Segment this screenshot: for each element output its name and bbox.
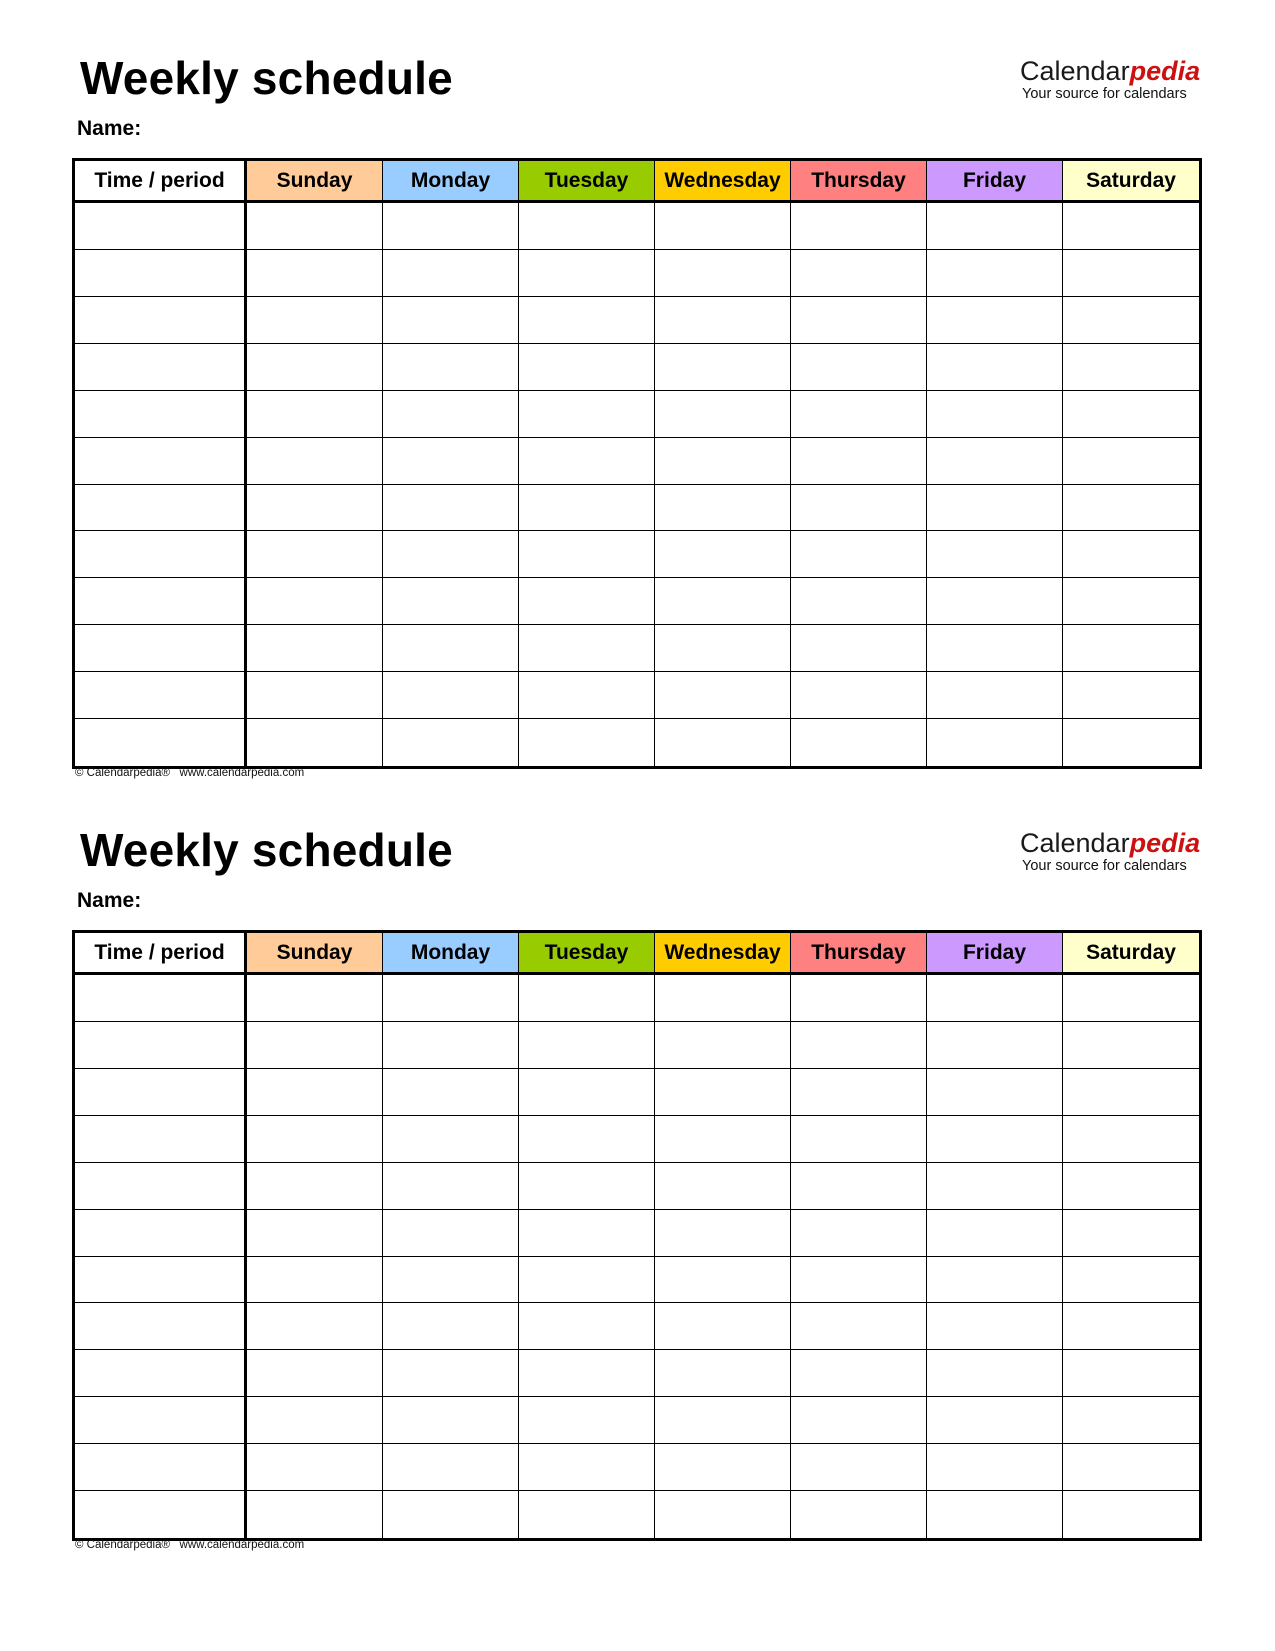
schedule-cell[interactable] [1063,625,1199,672]
schedule-cell[interactable] [383,719,519,766]
schedule-cell[interactable] [927,625,1063,672]
schedule-cell[interactable] [519,625,655,672]
name-label: Name: [77,889,142,912]
schedule-cell[interactable] [791,203,927,250]
schedule-cell[interactable] [1063,672,1199,719]
schedule-cell[interactable] [1063,485,1199,532]
schedule-cell[interactable] [519,1210,655,1257]
schedule-cell[interactable] [1063,1257,1199,1304]
header-tuesday: Tuesday [519,161,655,203]
schedule-cell[interactable] [247,1210,383,1257]
schedule-cell[interactable] [519,1116,655,1163]
schedule-cell[interactable] [791,1397,927,1444]
schedule-cell[interactable] [655,1069,791,1116]
schedule-cell[interactable] [655,391,791,438]
schedule-cell[interactable] [247,438,383,485]
time-slot-cell[interactable] [75,438,247,485]
schedule-cell[interactable] [791,1491,927,1538]
schedule-cell[interactable] [1063,1163,1199,1210]
schedule-cell[interactable] [1063,1116,1199,1163]
schedule-cell[interactable] [247,250,383,297]
schedule-cell[interactable] [247,578,383,625]
schedule-cell[interactable] [519,391,655,438]
header-thursday: Thursday [791,933,927,975]
schedule-cell[interactable] [247,1444,383,1491]
schedule-cell[interactable] [383,1163,519,1210]
schedule-cell[interactable] [655,1397,791,1444]
schedule-cell[interactable] [1063,1444,1199,1491]
schedule-cell[interactable] [791,1163,927,1210]
schedule-cell[interactable] [519,719,655,766]
schedule-cell[interactable] [791,1116,927,1163]
schedule-cell[interactable] [791,297,927,344]
schedule-cell[interactable] [1063,438,1199,485]
schedule-cell[interactable] [791,719,927,766]
schedule-cell[interactable] [927,1397,1063,1444]
schedule-cell[interactable] [927,391,1063,438]
schedule-cell[interactable] [247,1350,383,1397]
time-slot-cell[interactable] [75,1116,247,1163]
schedule-cell[interactable] [1063,1350,1199,1397]
schedule-cell[interactable] [927,578,1063,625]
header-friday: Friday [927,161,1063,203]
schedule-cell[interactable] [247,1257,383,1304]
schedule-cell[interactable] [927,438,1063,485]
time-slot-cell[interactable] [75,344,247,391]
schedule-cell[interactable] [791,485,927,532]
schedule-cell[interactable] [791,1022,927,1069]
header-monday: Monday [383,161,519,203]
header-sunday: Sunday [247,161,383,203]
schedule-cell[interactable] [383,297,519,344]
schedule-cell[interactable] [519,438,655,485]
schedule-cell[interactable] [247,297,383,344]
schedule-cell[interactable] [1063,531,1199,578]
schedule-cell[interactable] [655,1116,791,1163]
time-slot-cell[interactable] [75,1491,247,1538]
schedule-cell[interactable] [791,1350,927,1397]
schedule-cell[interactable] [519,203,655,250]
schedule-cell[interactable] [247,975,383,1022]
time-slot-cell[interactable] [75,1350,247,1397]
header-wednesday: Wednesday [655,933,791,975]
time-slot-cell[interactable] [75,1210,247,1257]
schedule-cell[interactable] [247,203,383,250]
schedule-cell[interactable] [383,1444,519,1491]
schedule-cell[interactable] [655,344,791,391]
schedule-cell[interactable] [519,250,655,297]
logo-brand-first: Calendar [1020,56,1130,86]
name-label: Name: [77,117,142,140]
schedule-cell[interactable] [655,438,791,485]
schedule-cell[interactable] [927,1257,1063,1304]
schedule-cell[interactable] [383,975,519,1022]
schedule-cell[interactable] [383,250,519,297]
time-slot-cell[interactable] [75,203,247,250]
schedule-cell[interactable] [655,1257,791,1304]
logo-tagline: Your source for calendars [1022,858,1187,874]
schedule-cell[interactable] [927,1491,1063,1538]
schedule-cell[interactable] [1063,975,1199,1022]
calendarpedia-logo [1020,828,1200,874]
time-slot-cell[interactable] [75,1069,247,1116]
schedule-cell[interactable] [247,625,383,672]
schedule-cell[interactable] [791,1210,927,1257]
page-title: Weekly schedule [80,52,453,104]
schedule-cell[interactable] [655,1022,791,1069]
header-friday: Friday [927,933,1063,975]
time-slot-cell[interactable] [75,719,247,766]
schedule-cell[interactable] [655,975,791,1022]
time-slot-cell[interactable] [75,250,247,297]
header-wednesday: Wednesday [655,161,791,203]
schedule-cell[interactable] [1063,1303,1199,1350]
schedule-cell[interactable] [1063,578,1199,625]
schedule-cell[interactable] [247,391,383,438]
schedule-cell[interactable] [1063,297,1199,344]
schedule-cell[interactable] [655,485,791,532]
schedule-cell[interactable] [927,1444,1063,1491]
schedule-cell[interactable] [655,531,791,578]
schedule-cell[interactable] [791,1444,927,1491]
schedule-cell[interactable] [1063,1491,1199,1538]
schedule-cell[interactable] [655,719,791,766]
calendarpedia-logo [1020,56,1200,102]
schedule-cell[interactable] [927,975,1063,1022]
logo-wordmark [1020,828,1200,858]
schedule-cell[interactable] [655,1163,791,1210]
schedule-cell[interactable] [383,1397,519,1444]
schedule-cell[interactable] [247,1116,383,1163]
schedule-cell[interactable] [519,531,655,578]
schedule-cell[interactable] [655,578,791,625]
schedule-cell[interactable] [1063,1397,1199,1444]
schedule-cell[interactable] [927,719,1063,766]
schedule-cell[interactable] [383,1303,519,1350]
schedule-cell[interactable] [791,531,927,578]
schedule-cell[interactable] [519,1397,655,1444]
header-sunday: Sunday [247,933,383,975]
time-slot-cell[interactable] [75,1397,247,1444]
schedule-section-1 [0,0,1275,780]
time-slot-cell[interactable] [75,1444,247,1491]
logo-tagline: Your source for calendars [1022,86,1187,102]
schedule-cell[interactable] [791,578,927,625]
schedule-cell[interactable] [519,1257,655,1304]
schedule-cell[interactable] [655,1303,791,1350]
time-slot-cell[interactable] [75,531,247,578]
schedule-cell[interactable] [383,1491,519,1538]
header-saturday: Saturday [1063,161,1199,203]
schedule-cell[interactable] [791,1303,927,1350]
schedule-cell[interactable] [383,344,519,391]
schedule-cell[interactable] [383,391,519,438]
logo-wordmark [1020,56,1200,86]
schedule-cell[interactable] [655,203,791,250]
schedule-cell[interactable] [791,250,927,297]
schedule-cell[interactable] [927,1069,1063,1116]
schedule-cell[interactable] [927,203,1063,250]
schedule-cell[interactable] [247,1303,383,1350]
logo-brand-second: pedia [1129,56,1201,86]
schedule-cell[interactable] [519,1350,655,1397]
schedule-cell[interactable] [1063,250,1199,297]
schedule-cell[interactable] [383,1257,519,1304]
schedule-cell[interactable] [247,1491,383,1538]
schedule-cell[interactable] [247,1022,383,1069]
copyright-footer: © Calendarpedia® www.calendarpedia.com [75,1539,305,1551]
schedule-cell[interactable] [383,1350,519,1397]
schedule-cell[interactable] [1063,1069,1199,1116]
schedule-cell[interactable] [383,672,519,719]
schedule-cell[interactable] [655,672,791,719]
schedule-cell[interactable] [927,297,1063,344]
schedule-cell[interactable] [655,1350,791,1397]
schedule-cell[interactable] [519,485,655,532]
schedule-cell[interactable] [791,438,927,485]
header-time-period: Time / period [75,161,247,203]
schedule-cell[interactable] [791,975,927,1022]
page-title: Weekly schedule [80,824,453,876]
schedule-cell[interactable] [927,531,1063,578]
schedule-cell[interactable] [383,438,519,485]
time-slot-cell[interactable] [75,975,247,1022]
schedule-table [72,158,1202,769]
schedule-cell[interactable] [247,1397,383,1444]
schedule-cell[interactable] [655,1491,791,1538]
header-thursday: Thursday [791,161,927,203]
schedule-cell[interactable] [791,625,927,672]
time-slot-cell[interactable] [75,297,247,344]
time-slot-cell[interactable] [75,1303,247,1350]
schedule-cell[interactable] [247,344,383,391]
schedule-cell[interactable] [519,297,655,344]
schedule-cell[interactable] [247,1163,383,1210]
schedule-cell[interactable] [1063,344,1199,391]
header-monday: Monday [383,933,519,975]
schedule-cell[interactable] [791,391,927,438]
schedule-cell[interactable] [383,1116,519,1163]
schedule-cell[interactable] [519,1303,655,1350]
schedule-cell[interactable] [1063,1022,1199,1069]
time-slot-cell[interactable] [75,1163,247,1210]
schedule-cell[interactable] [927,485,1063,532]
schedule-cell[interactable] [247,485,383,532]
schedule-cell[interactable] [519,1022,655,1069]
schedule-cell[interactable] [383,485,519,532]
schedule-cell[interactable] [791,344,927,391]
time-slot-cell[interactable] [75,1022,247,1069]
schedule-cell[interactable] [519,344,655,391]
time-slot-cell[interactable] [75,1257,247,1304]
schedule-cell[interactable] [383,531,519,578]
schedule-table [72,930,1202,1541]
schedule-cell[interactable] [519,1069,655,1116]
logo-brand-first: Calendar [1020,828,1130,858]
schedule-cell[interactable] [383,1210,519,1257]
schedule-cell[interactable] [791,672,927,719]
schedule-cell[interactable] [383,203,519,250]
header-time-period: Time / period [75,933,247,975]
schedule-cell[interactable] [383,1069,519,1116]
copyright-footer: © Calendarpedia® www.calendarpedia.com [75,767,305,779]
schedule-cell[interactable] [383,1022,519,1069]
schedule-cell[interactable] [791,1257,927,1304]
schedule-cell[interactable] [1063,203,1199,250]
header-saturday: Saturday [1063,933,1199,975]
header-tuesday: Tuesday [519,933,655,975]
schedule-cell[interactable] [655,1210,791,1257]
schedule-cell[interactable] [655,250,791,297]
schedule-cell[interactable] [383,578,519,625]
schedule-cell[interactable] [655,625,791,672]
schedule-cell[interactable] [927,344,1063,391]
schedule-cell[interactable] [927,1210,1063,1257]
time-slot-cell[interactable] [75,485,247,532]
schedule-cell[interactable] [655,1444,791,1491]
time-slot-cell[interactable] [75,391,247,438]
schedule-section-2 [0,772,1275,1552]
schedule-cell[interactable] [1063,1210,1199,1257]
schedule-cell[interactable] [383,625,519,672]
schedule-cell[interactable] [247,672,383,719]
schedule-cell[interactable] [927,1350,1063,1397]
schedule-cell[interactable] [927,1116,1063,1163]
schedule-cell[interactable] [791,1069,927,1116]
schedule-cell[interactable] [655,297,791,344]
schedule-cell[interactable] [1063,719,1199,766]
time-slot-cell[interactable] [75,625,247,672]
schedule-cell[interactable] [927,1163,1063,1210]
schedule-cell[interactable] [247,719,383,766]
schedule-cell[interactable] [519,578,655,625]
schedule-cell[interactable] [927,672,1063,719]
time-slot-cell[interactable] [75,672,247,719]
schedule-cell[interactable] [927,250,1063,297]
schedule-cell[interactable] [519,975,655,1022]
schedule-cell[interactable] [927,1022,1063,1069]
schedule-cell[interactable] [519,1491,655,1538]
time-slot-cell[interactable] [75,578,247,625]
schedule-cell[interactable] [247,531,383,578]
schedule-cell[interactable] [519,672,655,719]
schedule-cell[interactable] [247,1069,383,1116]
schedule-cell[interactable] [519,1163,655,1210]
schedule-cell[interactable] [1063,391,1199,438]
logo-brand-second: pedia [1129,828,1201,858]
schedule-cell[interactable] [927,1303,1063,1350]
schedule-cell[interactable] [519,1444,655,1491]
